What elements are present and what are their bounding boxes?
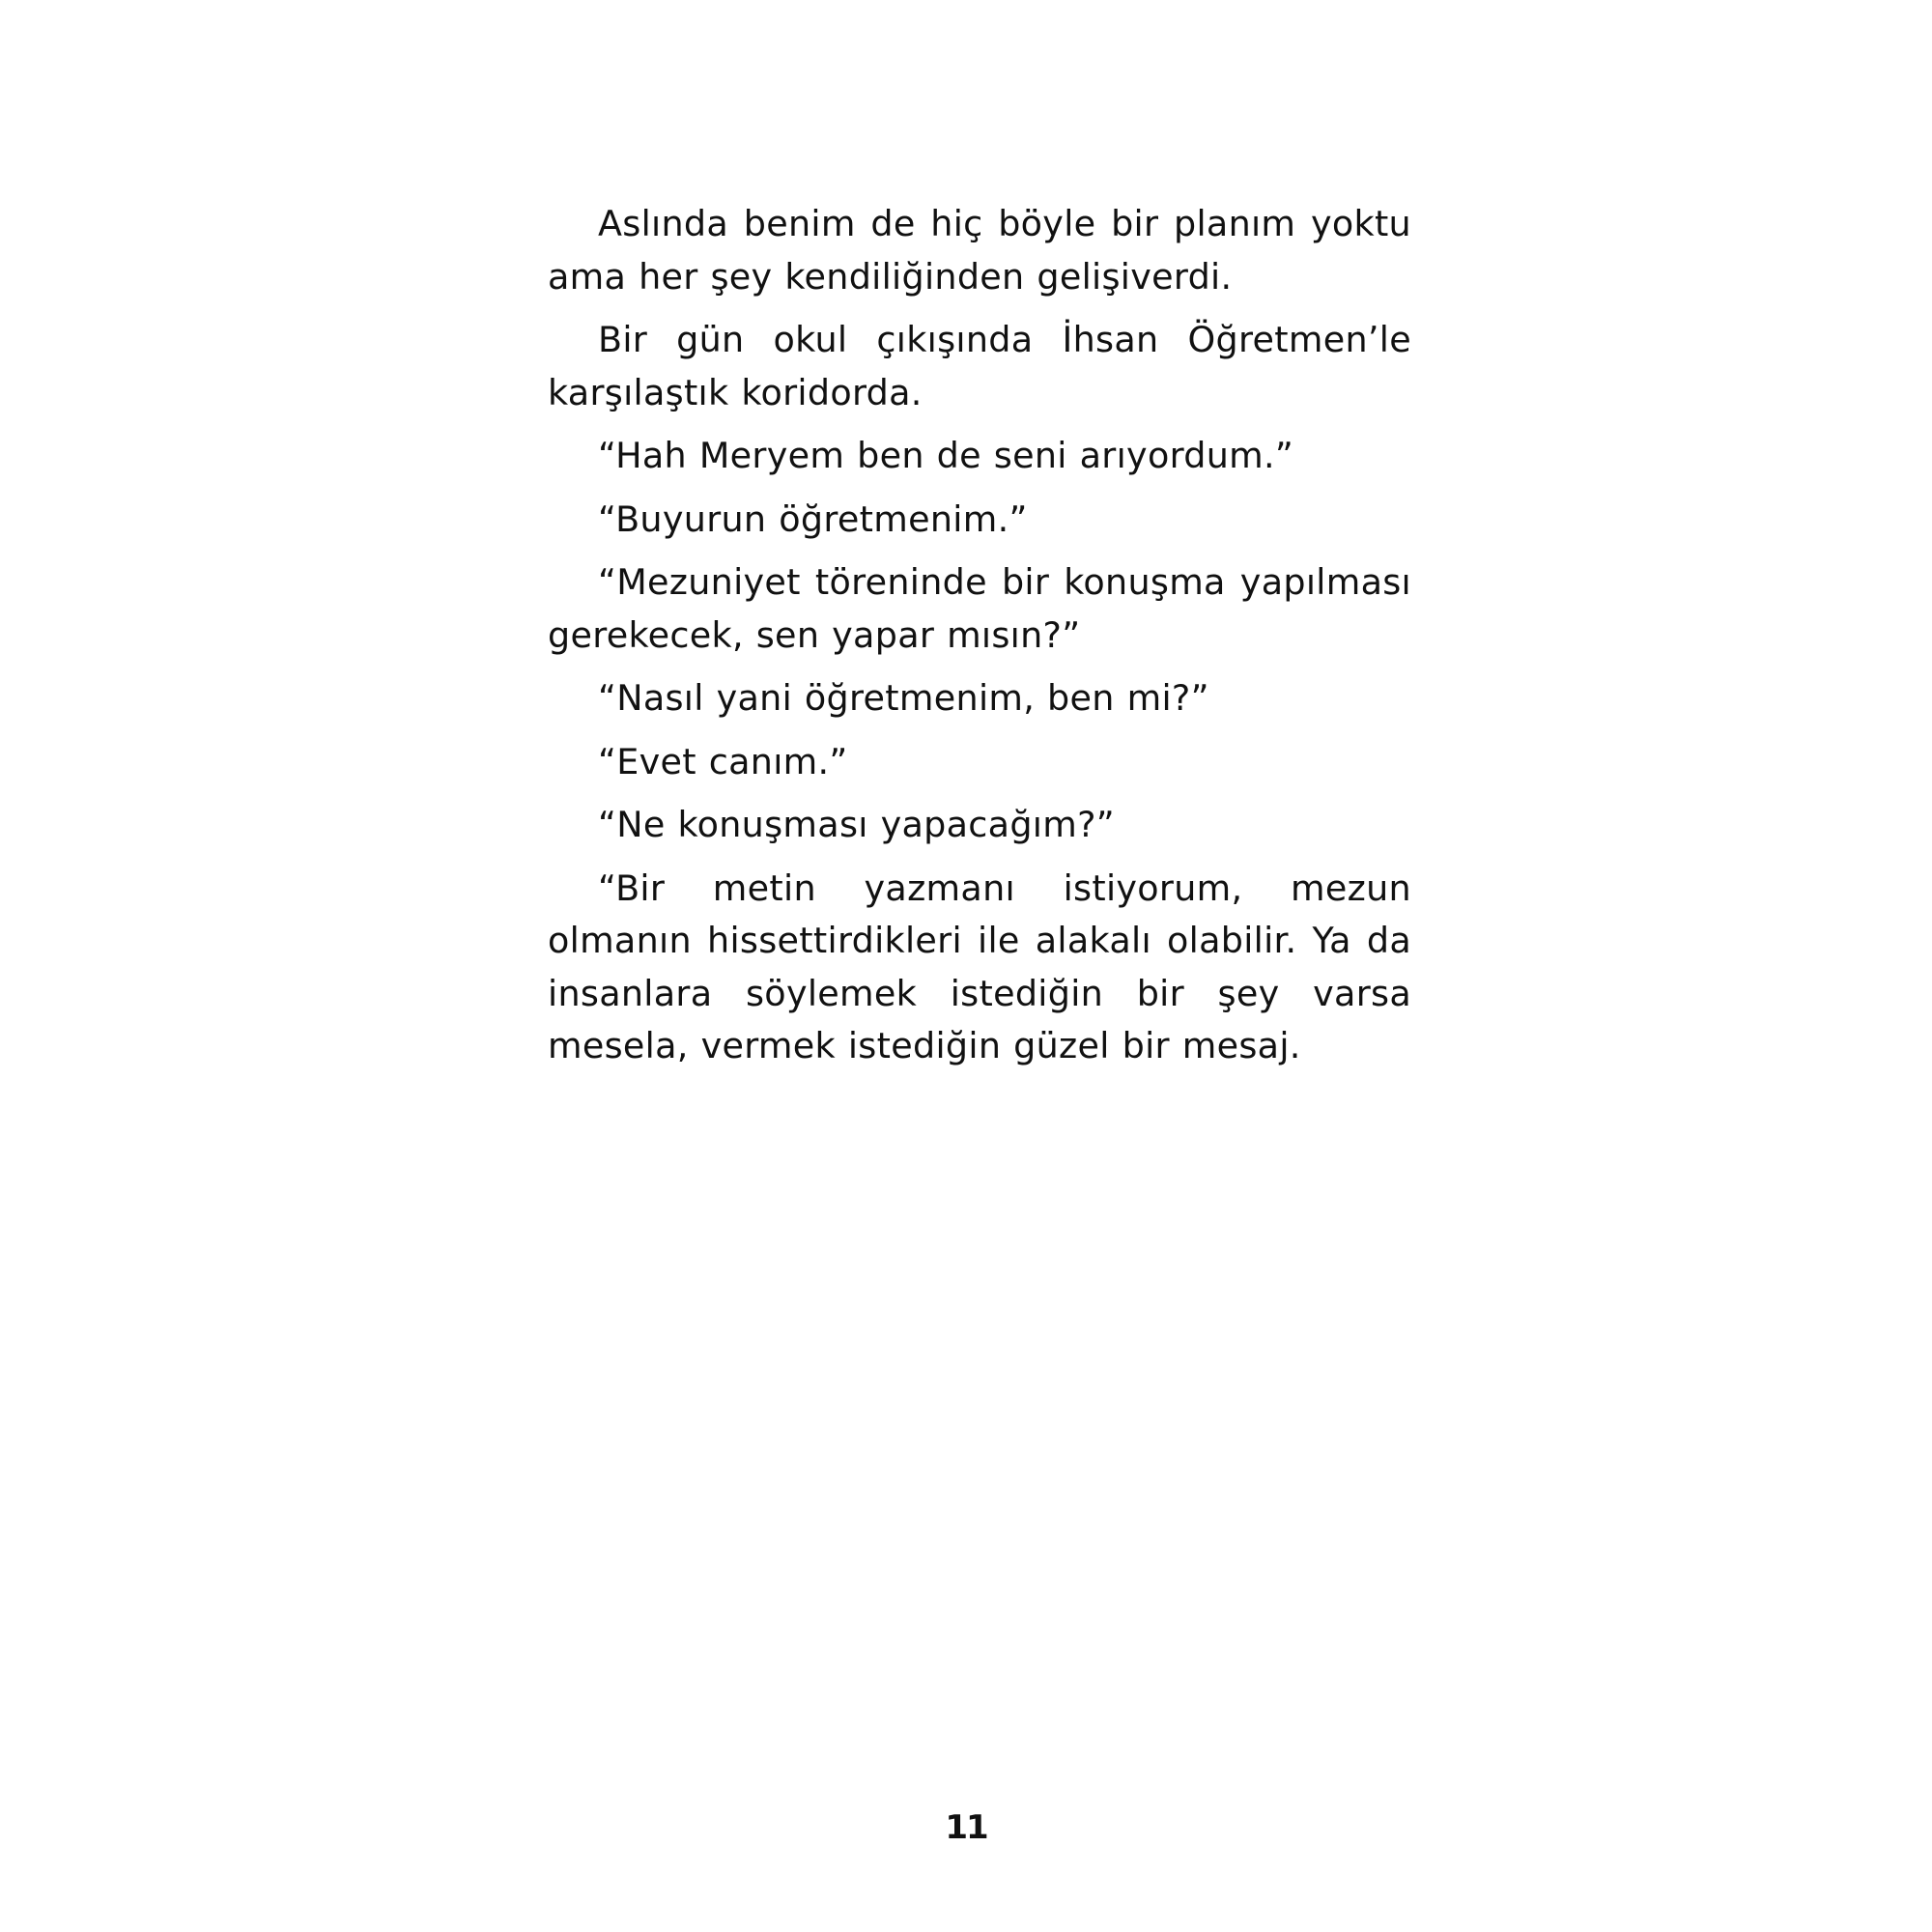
paragraph: “Buyurun öğretmenim.” xyxy=(598,497,1028,540)
paragraph: “Hah Meryem ben de seni arıyordum.” xyxy=(598,435,1294,476)
paragraph: Aslında benim de hiç böyle bir planım yoktu ama her şey kendiliğinden gelişiverdi. xyxy=(548,203,1411,298)
paragraph: “Ne konuşması yapacağım?” xyxy=(598,804,1115,845)
paragraph: “Bir metin yazmanı istiyorum, mezun olmanın hissettirdikleri ile alakalı olabilir. Ya da insanlara söylemek istediğin bir şey varsa mesela, vermek istediğin güzel bir mesaj. xyxy=(548,867,1411,1066)
paragraph: “Nasıl yani öğretmenim, ben mi?” xyxy=(598,677,1209,719)
paragraph: “Mezuniyet töreninde bir konuşma yapılması gerekecek, sen yapar mısın?” xyxy=(548,561,1411,656)
paragraph: “Evet canım.” xyxy=(598,740,848,782)
paragraph: Bir gün okul çıkışında İhsan Öğretmen’le karşılaştık koridorda. xyxy=(548,319,1411,413)
page-number: 11 xyxy=(945,1808,987,1847)
body-text xyxy=(548,198,1411,1084)
